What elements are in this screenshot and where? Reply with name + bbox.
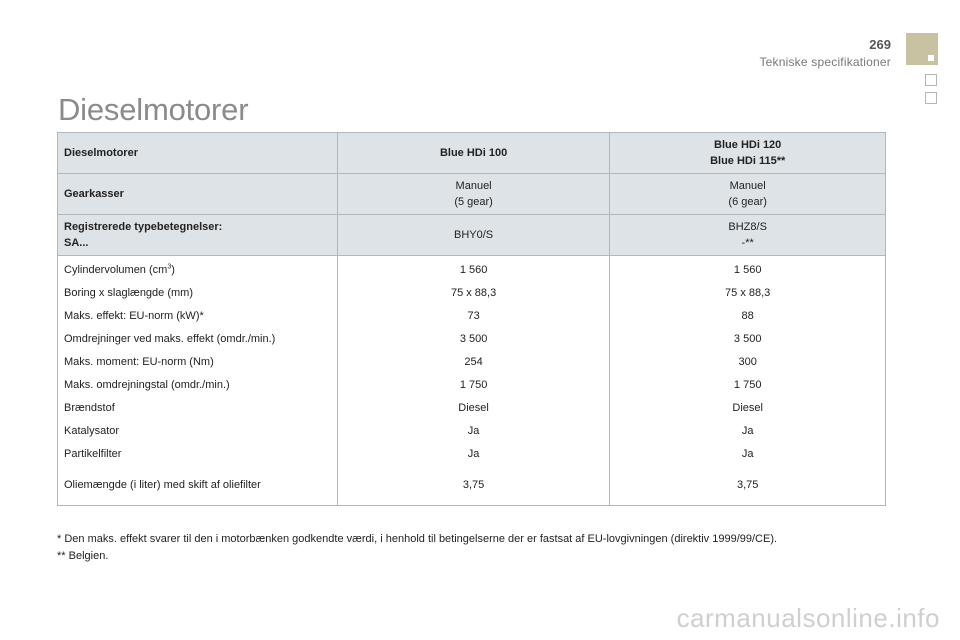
header-cell [337,174,610,215]
row-label: Maks. effekt: EU-norm (kW)* [58,304,338,327]
row-value: 254 [337,350,610,373]
square-icon [928,55,934,61]
row-value: Ja [610,442,886,465]
row-value: Diesel [337,396,610,419]
header-cell [610,133,886,174]
row-label: Brændstof [58,396,338,419]
table-row [58,373,886,396]
header-line: Registrerede typebetegnelser: [64,221,223,233]
row-value: 75 x 88,3 [337,281,610,304]
row-value: 3,75 [337,465,610,506]
header-line: (6 gear) [728,196,767,208]
row-value: Ja [337,442,610,465]
row-value: Ja [337,419,610,442]
row-value: 73 [337,304,610,327]
row-value: 1 560 [610,256,886,282]
table-header-row [58,174,886,215]
row-label: Omdrejninger ved maks. effekt (omdr./min.) [58,327,338,350]
watermark: carmanualsonline.info [676,603,940,633]
table-row [58,256,886,282]
header-cell: Blue HDi 100 [337,133,610,174]
header-line: Blue HDi 120 [714,139,782,151]
section-tab-box-1[interactable] [925,74,937,86]
row-label: Maks. omdrejningstal (omdr./min.) [58,373,338,396]
table-row [58,419,886,442]
header-cell: Dieselmotorer [58,133,338,174]
row-label: Partikelfilter [58,442,338,465]
row-value: 1 750 [337,373,610,396]
row-value: 88 [610,304,886,327]
header-line: SA... [64,237,89,249]
row-label: Katalysator [58,419,338,442]
row-value: 1 750 [610,373,886,396]
row-label-end: ) [171,263,175,276]
row-label: Oliemængde (i liter) med skift af oliefilter [58,465,338,506]
footnotes [57,531,777,565]
row-value: 75 x 88,3 [610,281,886,304]
header-line: BHZ8/S [728,221,767,233]
row-value: Ja [610,419,886,442]
header-cell [610,215,886,256]
table-row [58,281,886,304]
footnote: * Den maks. effekt svarer til den i motorbænken godkendte værdi, i henhold til betingelserne der er fastsat af EU-lovgivningen (direktiv 1999/99/CE). [57,533,778,545]
row-value: 3,75 [610,465,886,506]
section-label: Tekniske specifikationer [759,55,891,69]
row-value: 3 500 [337,327,610,350]
table-row [58,304,886,327]
row-value: 1 560 [337,256,610,282]
header-line: Blue HDi 115** [710,155,786,167]
row-value: Diesel [610,396,886,419]
page-title: Dieselmotorer [58,92,249,127]
header-cell [58,215,338,256]
row-label-text: Cylindervolumen (cm [64,263,168,276]
table-row [58,350,886,373]
superscript: 3 [167,262,172,270]
section-tab-box-2[interactable] [925,92,937,104]
table-header-row [58,215,886,256]
table-header-row [58,133,886,174]
header-cell: Gearkasser [58,174,338,215]
row-label: Maks. moment: EU-norm (Nm) [58,350,338,373]
table-row [58,442,886,465]
row-value: 3 500 [610,327,886,350]
footnote: ** Belgien. [57,550,109,562]
table-row [58,327,886,350]
header-line: -** [741,237,754,249]
section-tab[interactable] [906,33,938,65]
table-row [58,396,886,419]
spec-table [57,132,886,506]
header-cell: BHY0/S [337,215,610,256]
row-value: 300 [610,350,886,373]
row-label: Boring x slaglængde (mm) [58,281,338,304]
page-number: 269 [869,37,891,52]
table-row [58,465,886,506]
header-line: (5 gear) [454,196,493,208]
header-cell [610,174,886,215]
row-label [58,256,338,282]
header-line: Manuel [729,180,766,192]
header-line: Manuel [455,180,492,192]
